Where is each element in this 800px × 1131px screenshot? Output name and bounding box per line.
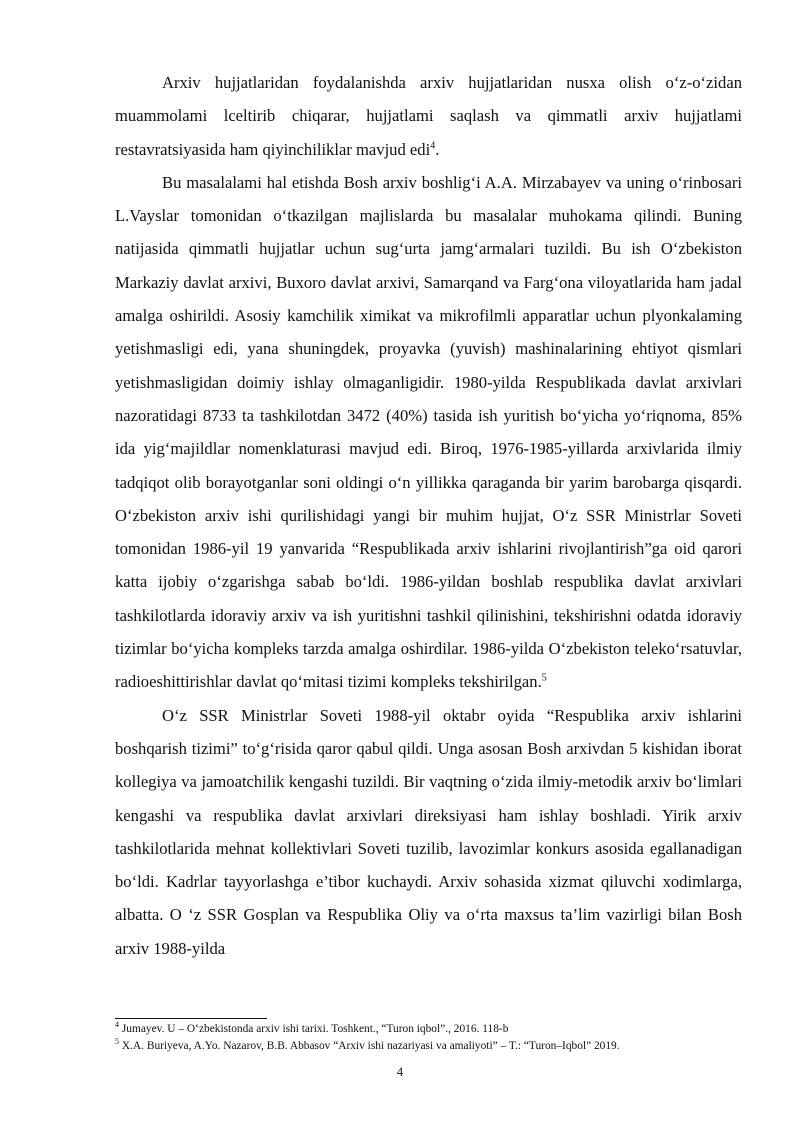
footnote-text: Jumayev. U – O‘zbekistonda arxiv ishi tarixi. Toshkent., “Turon iqbol”., 2016. 118-b bbox=[121, 1023, 509, 1035]
paragraph-text: Arxiv hujjatlaridan foydalanishda arxiv hujjatlaridan nusxa olish o‘z-o‘zidan muammolami lceltirib chiqarar, hujjatlami saqlash va qimmatli arxiv hujjatlami restavratsiyasida ham qiyinchiliklar mavjud edi bbox=[115, 73, 742, 159]
document-body bbox=[115, 66, 742, 965]
footnote-separator bbox=[115, 1018, 267, 1019]
footnote-4 bbox=[115, 1021, 742, 1038]
footnote-number: 4 bbox=[115, 1020, 119, 1030]
footnote-text: X.A. Buriyeva, A.Yo. Nazarov, B.B. Abbasov “Arxiv ishi nazariyasi va amaliyoti” – T.: “Turon–Iqbol” 2019. bbox=[121, 1040, 620, 1052]
footnote-number: 5 bbox=[115, 1037, 119, 1047]
footnote-ref-5[interactable]: 5 bbox=[541, 672, 547, 684]
paragraph-tail: . bbox=[435, 139, 440, 159]
page-number: 4 bbox=[396, 1065, 404, 1079]
footnote-5 bbox=[115, 1038, 742, 1055]
footnotes bbox=[115, 1021, 742, 1055]
paragraph-text: O‘z SSR Ministrlar Soveti 1988-yil oktabr oyida “Respublika arxiv ishlarini boshqarish tizimi” to‘g‘risida qaror qabul qildi. Unga asosan Bosh arxivdan 5 kishidan iborat kollegiya va jamoatchilik kengashi tuzildi. Bir vaqtning o‘zida ilmiy-metodik arxiv bo‘limlari kengashi va respublika davlat arxivlari direksiyasi ham ishlay boshladi. Yirik arxiv tashkilotlarida mehnat kollektivlari Soveti tuzilib, lavozimlar konkurs asosida egallanadigan bo‘ldi. Kadrlar tayyorlashga e’tibor kuchaydi. Arxiv sohasida xizmat qiluvchi xodimlarga, albatta. O ‘z SSR Gosplan va Respublika Oliy va o‘rta maxsus ta’lim vazirligi bilan Bosh arxiv 1988-yilda bbox=[115, 705, 742, 958]
footnote-ref-4[interactable]: 4 bbox=[430, 140, 436, 152]
paragraph-text: Bu masalalami hal etishda Bosh arxiv boshlig‘i A.A. Mirzabayev va uning o‘rinbosari L.Vayslar tomonidan o‘tkazilgan majlislarda bu masalalar muhokama qilindi. Buning natijasida qimmatli hujjatlar uchun sug‘urta jamg‘armalari tuzildi. Bu ish O‘zbekiston Markaziy davlat arxivi, Buxoro davlat arxivi, Samarqand va Farg‘ona viloyatlarida ham jadal amalga oshirildi. Asosiy kamchilik ximikat va mikrofilmli apparatlar uchun plyonkalaming yetishmasligi edi, yana shuningdek, proyavka (yuvish) mashinalarining ehtiyot qismlari yetishmasligidan doimiy ishlay olmaganligidir. 1980-yilda Respublikada davlat arxivlari nazoratidagi 8733 ta tashkilotdan 3472 (40%) tasida ish yuritish bo‘yicha yo‘riqnoma, 85% ida yig‘majildlar nomenklaturasi mavjud edi. Biroq, 1976-1985-yillarda arxivlarida ilmiy tadqiqot olib borayotganlar soni oldingi o‘n yillikka qaraganda bir yarim barobarga qisqardi. O‘zbekiston arxiv ishi qurilishidagi yangi bir muhim hujjat, O‘z SSR Ministrlar Soveti tomonidan 1986-yil 19 yanvarida “Respublikada arxiv ishlarini rivojlantirish”ga oid qarori katta ijobiy o‘zgarishga sabab bo‘ldi. 1986-yildan boshlab respublika davlat arxivlari tashkilotlarda idoraviy arxiv va ish yuritishni tashkil qilinishini, tekshirishni odatda idoraviy tizimlar bo‘yicha kompleks tarzda amalga oshirdilar. 1986-yilda O‘zbekiston teleko‘rsatuvlar, radioeshittirishlar davlat qo‘mitasi tizimi kompleks tekshirilgan. bbox=[115, 172, 742, 692]
paragraph-1 bbox=[115, 66, 742, 166]
paragraph-2 bbox=[115, 166, 742, 699]
paragraph-3 bbox=[115, 699, 742, 965]
